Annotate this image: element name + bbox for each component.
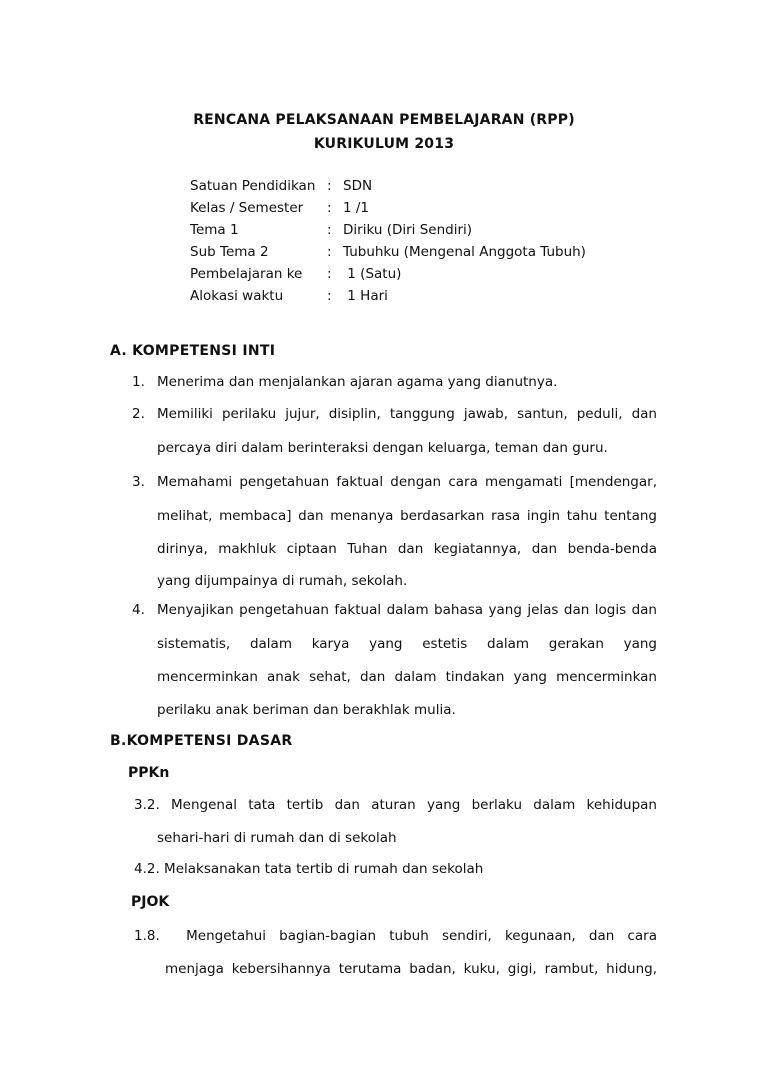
meta-colon: : [327,222,332,238]
meta-value: 1 Hari [343,288,388,304]
kd-item-line: 1.8. Mengetahui bagian-bagian tubuh sendiri, kegunaan, dan cara [134,928,657,944]
list-item-line: yang dijumpainya di rumah, sekolah. [157,573,408,589]
meta-value: Diriku (Diri Sendiri) [343,222,473,238]
meta-colon: : [327,200,332,216]
meta-value: SDN [343,178,373,194]
subject-heading-pjok: PJOK [131,894,170,910]
meta-label: Alokasi waktu [190,288,284,304]
meta-label: Tema 1 [190,222,239,238]
subject-heading-ppkn: PPKn [128,765,170,781]
section-heading-kompetensi-dasar: B.KOMPETENSI DASAR [110,733,293,749]
curriculum-title: KURIKULUM 2013 [313,136,455,152]
meta-label: Kelas / Semester [190,200,304,216]
kd-item-line: 3.2. Mengenal tata tertib dan aturan yang berlaku dalam kehidupan [134,797,657,813]
list-item-line: Memiliki perilaku jujur, disiplin, tanggung jawab, santun, peduli, dan [157,406,657,422]
list-item-line: melihat, membaca] dan menanya berdasarkan rasa ingin tahu tentang [157,508,657,524]
meta-colon: : [327,244,332,260]
meta-colon: : [327,266,332,282]
list-item-line: dirinya, makhluk ciptaan Tuhan dan kegiatannya, dan benda-benda [157,541,657,557]
document-title: RENCANA PELAKSANAAN PEMBELAJARAN (RPP) [193,112,575,128]
list-number: 3. [132,474,145,490]
meta-label: Pembelajaran ke [190,266,303,282]
meta-value: 1 /1 [343,200,370,216]
list-item-line: mencerminkan anak sehat, dan dalam tindakan yang mencerminkan [157,669,657,685]
list-item-line: Menyajikan pengetahuan faktual dalam bahasa yang jelas dan logis dan [157,602,657,618]
kd-item-line: sehari-hari di rumah dan di sekolah [157,830,397,846]
meta-value: 1 (Satu) [343,266,402,282]
list-item-line: sistematis, dalam karya yang estetis dalam gerakan yang [157,636,657,652]
list-item-line: Memahami pengetahuan faktual dengan cara mengamati [mendengar, [157,474,657,490]
meta-colon: : [327,178,332,194]
list-number: 4. [132,602,145,618]
list-number: 1. [132,374,145,390]
meta-value: Tubuhku (Mengenal Anggota Tubuh) [343,244,586,260]
section-heading-kompetensi-inti: A. KOMPETENSI INTI [110,343,276,359]
list-number: 2. [132,406,145,422]
list-item-line: Menerima dan menjalankan ajaran agama yang dianutnya. [157,374,558,390]
list-item-line: percaya diri dalam berinteraksi dengan keluarga, teman dan guru. [157,440,608,456]
kd-item-line: 4.2. Melaksanakan tata tertib di rumah dan sekolah [134,861,484,877]
list-item-line: perilaku anak beriman dan berakhlak mulia. [157,702,456,718]
meta-colon: : [327,288,332,304]
meta-label: Sub Tema 2 [190,244,269,260]
meta-label: Satuan Pendidikan [190,178,316,194]
kd-item-line: menjaga kebersihannya terutama badan, kuku, gigi, rambut, hidung, [165,961,657,977]
